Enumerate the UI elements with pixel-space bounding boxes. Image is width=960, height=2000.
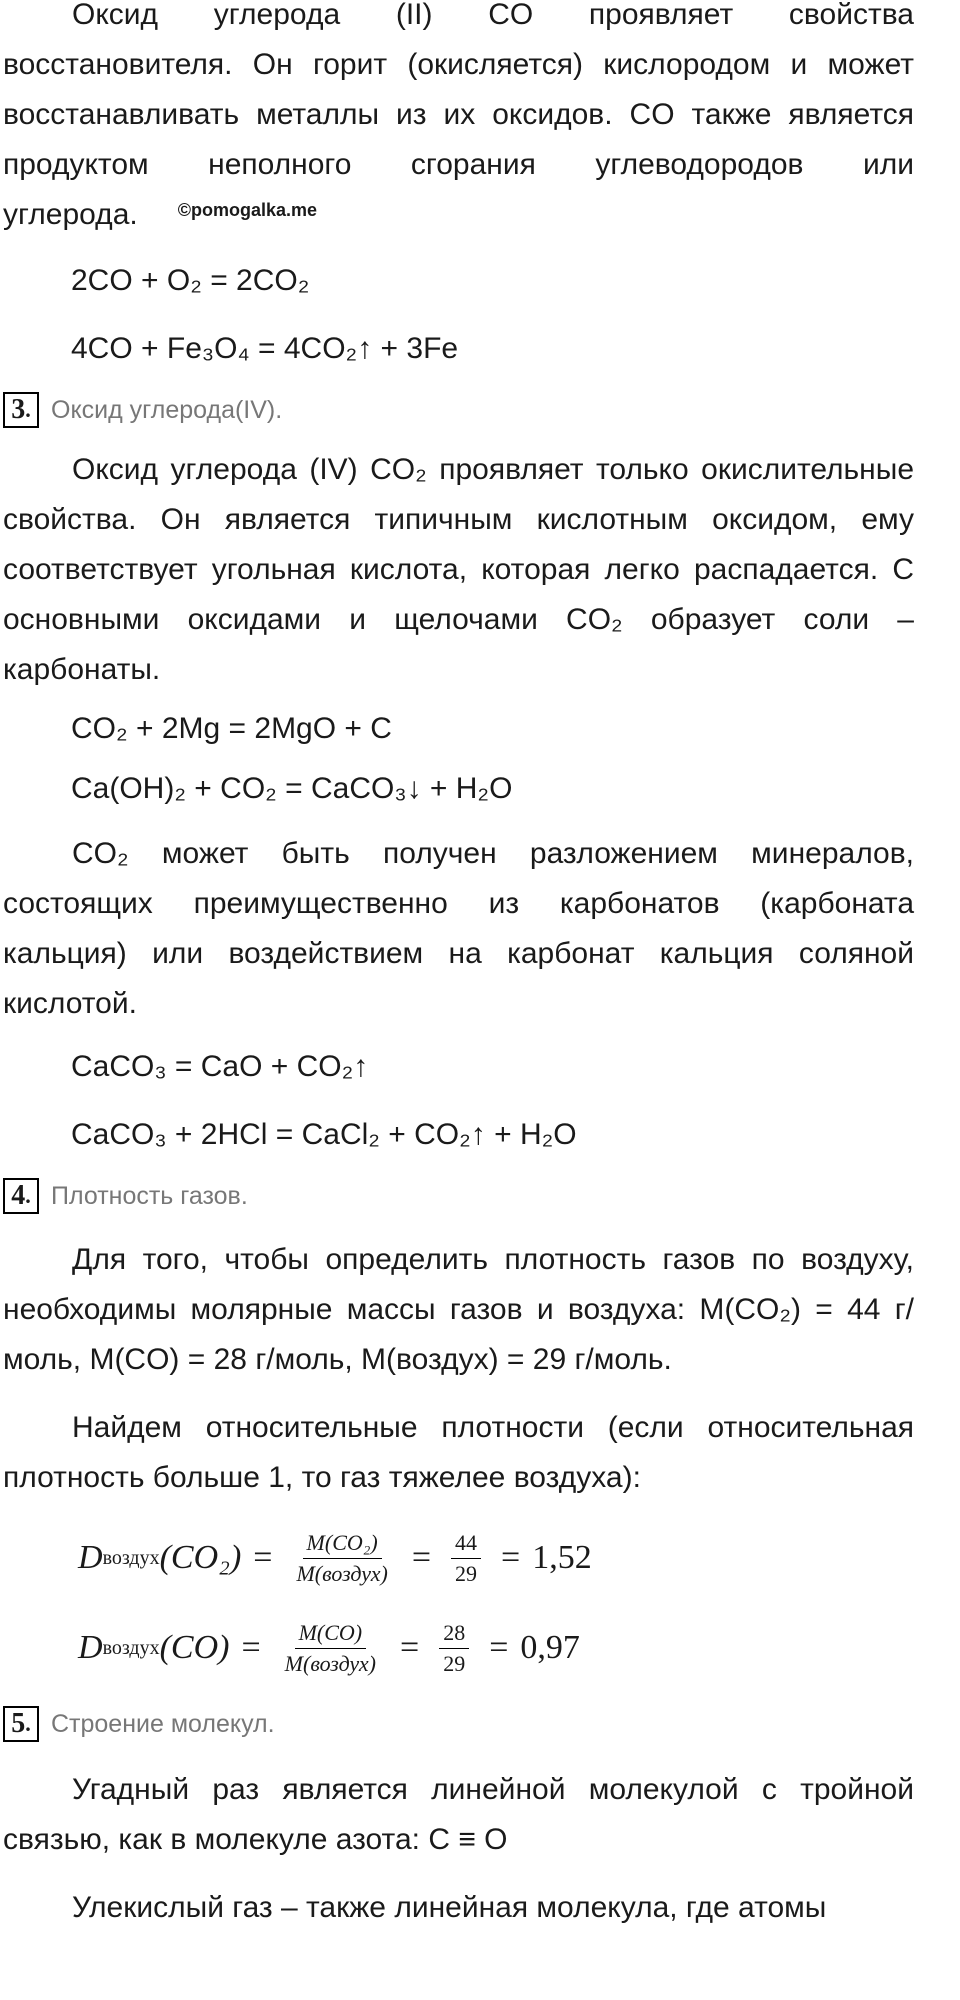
equation-1: 2CO + O₂ = 2CO₂ — [71, 264, 310, 297]
paragraph-co2-structure: Улекислый газ – также линейная молекула, где атомы — [72, 1891, 827, 1924]
equation-2: 4CO + Fe₃O₄ = 4CO₂↑ + 3Fe — [71, 332, 459, 365]
watermark: ©pomogalka.me — [177, 200, 318, 220]
fraction: $\frac{\text{M(CO₂)}}{\text{M(воздух)}}$ — [296, 1529, 388, 1586]
equation-5: CaCO₃ = CaO + CO₂↑ — [71, 1050, 369, 1083]
formula-density-co2: D воздух (CO₂) = $\frac{\text{M(CO₂)}}{\text{M(воздух)}}$ = $\frac{44}{29}$ = 1,52 — [78, 1529, 592, 1586]
section-title: Плотность газов. — [51, 1181, 248, 1210]
paragraph-co2-production: CO₂ может быть получен разложением минералов, состоящих преимущественно из карбонатов (карбоната кальция) или воздействием на карбонат кальция соляной кислотой. — [3, 837, 914, 1020]
section-number-box: 4 . — [3, 1178, 39, 1214]
paragraph-co-structure: Угадный раз является линейной молекулой с тройной связью, как в молекуле азота: C ≡ O — [3, 1773, 914, 1856]
formula-density-co: D воздух (CO) = $\frac{M(CO)}{\text{M(воздух)}}$ = $\frac{28}{29}$ = 0,97 — [78, 1619, 580, 1676]
section-title: Строение молекул. — [51, 1709, 275, 1738]
section-title: Оксид углерода(IV). — [51, 395, 283, 424]
fraction: $\frac{M(CO)}{\text{M(воздух)}}$ — [284, 1619, 376, 1676]
section-number-box: 5 . — [3, 1706, 39, 1742]
section-5-heading — [3, 1699, 914, 1749]
fraction: $\frac{44}{29}$ — [451, 1530, 481, 1587]
paragraph-relative-density: Найдем относительные плотности (если относительная плотность больше 1, то газ тяжелее воздуха): — [3, 1411, 914, 1494]
section-4-heading — [3, 1171, 914, 1221]
paragraph-gas-density: Для того, чтобы определить плотность газов по воздуху, необходимы молярные массы газов и воздуха: M(CO₂) = 44 г/моль, M(CO) = 28 г/моль, M(воздух) = 29 г/моль. — [3, 1243, 914, 1376]
paragraph-co-reducer: Оксид углерода (II) CO проявляет свойства восстановителя. Он горит (окисляется) кислородом и может восстанавливать металлы из их оксидов. CO также является продуктом неполного сгорания углеводородов или углерода. $^{©pomogalka.me}$ — [3, 0, 914, 231]
equation-6: CaCO₃ + 2HCl = CaCl₂ + CO₂↑ + H₂O — [71, 1118, 577, 1151]
fraction: $\frac{28}{29}$ — [439, 1620, 469, 1677]
paragraph-co2-oxidizer: Оксид углерода (IV) CO₂ проявляет только окислительные свойства. Он является типичным кислотным оксидом, ему соответствует угольная кислота, которая легко распадается. С основными оксидами и щелочами CO₂ образует соли – карбонаты. — [3, 453, 914, 686]
section-number-box: 3 . — [3, 392, 39, 428]
equation-4: Ca(OH)₂ + CO₂ = CaCO₃↓ + H₂O — [71, 772, 513, 805]
equation-3: CO₂ + 2Mg = 2MgO + C — [71, 712, 392, 745]
section-3-heading — [3, 385, 914, 435]
